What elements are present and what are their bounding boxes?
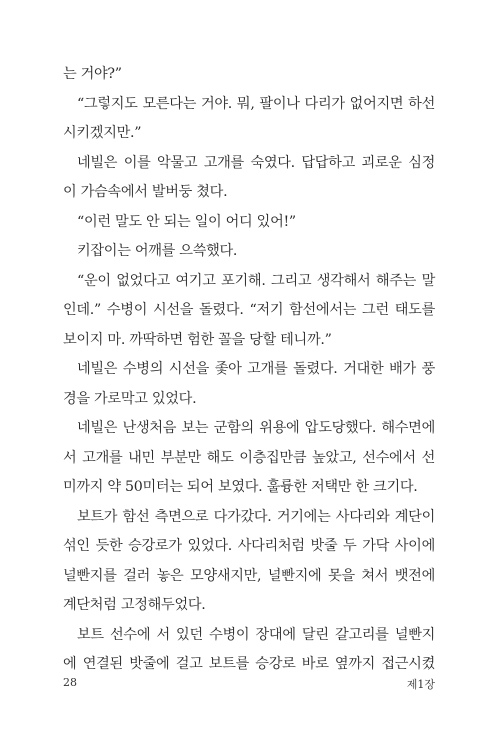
- text-line: 네빌은 이를 악물고 고개를 숙였다. 답답하고 괴로운 심정: [77, 154, 435, 171]
- text-line: 키잡이는 어깨를 으쓱했다.: [77, 243, 238, 259]
- text-line: 경을 가로막고 있었다.: [63, 390, 197, 407]
- chapter-label: 제1장: [406, 678, 435, 691]
- text-line: 서 고개를 내민 부분만 해도 이층집만큼 높았고, 선수에서 선: [63, 449, 435, 466]
- text-line: 인데.” 수병이 시선을 돌렸다. “저기 함선에서는 그런 태도를: [63, 302, 435, 318]
- text-line: 계단처럼 고정해두었다.: [63, 597, 206, 613]
- text-line: 보트 선수에 서 있던 수병이 장대에 달린 갈고리를 널빤지: [77, 626, 435, 643]
- page-number: 28: [63, 676, 77, 689]
- text-line: “그렇지도 모른다는 거야. 뭐, 팔이나 다리가 없어지면 하선: [77, 95, 435, 112]
- text-line: 네빌은 난생처음 보는 군함의 위용에 압도당했다. 해수면에: [77, 420, 435, 436]
- text-line: 이 가슴속에서 발버둥 쳤다.: [63, 184, 228, 200]
- text-line: 널빤지를 걸러 놓은 모양새지만, 널빤지에 못을 쳐서 뱃전에: [63, 567, 435, 584]
- text-line: 보트가 함선 측면으로 다가갔다. 거기에는 사다리와 계단이: [77, 508, 435, 525]
- body-text: [63, 60, 435, 680]
- text-line: “운이 없었다고 여기고 포기해. 그리고 생각해서 해주는 말: [77, 272, 435, 289]
- text-line: 네빌은 수병의 시선을 좇아 고개를 돌렸다. 거대한 배가 풍: [77, 361, 435, 377]
- text-line: 미까지 약 50미터는 되어 보였다. 훌륭한 저택만 한 크기다.: [63, 479, 418, 495]
- text-line: 는 거야?”: [63, 66, 122, 82]
- text-line: “이런 말도 안 되는 일이 어디 있어!”: [77, 213, 296, 230]
- text-line: 보이지 마. 까딱하면 험한 꼴을 당할 테니까.”: [63, 331, 332, 348]
- text-line: 섞인 듯한 승강로가 있었다. 사다리처럼 밧줄 두 가닥 사이에: [63, 538, 435, 554]
- text-line: 시키겠지만.”: [63, 125, 142, 141]
- text-line: 에 연결된 밧줄에 걸고 보트를 승강로 바로 옆까지 접근시켰: [63, 656, 435, 672]
